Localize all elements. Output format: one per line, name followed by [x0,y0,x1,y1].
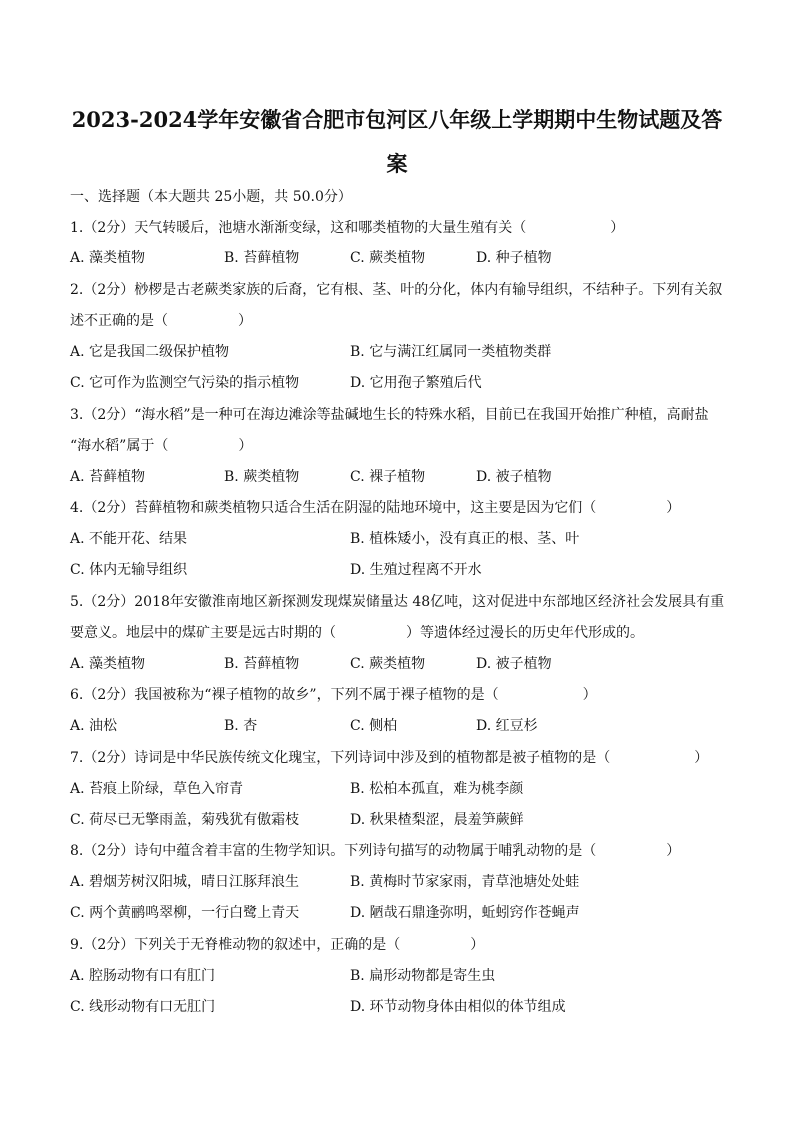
question-stem: 9.（2分）下列关于无脊椎动物的叙述中，正确的是（ ） [70,937,485,953]
section-heading: 一、选择题（本大题共 25小题，共 50.0分） [70,189,352,205]
question-stem-continued: 述不正确的是（ ） [70,313,252,329]
question-stem: 7.（2分）诗词是中华民族传统文化瑰宝，下列诗词中涉及到的植物都是被子植物的是（ ） [70,750,709,766]
option-a: A. 苔痕上阶绿，草色入帘青 [70,781,244,797]
option-d: D. 陋哉石鼎逢弥明，蚯蚓窍作苍蝇声 [350,905,580,921]
option-b: B. 扁形动物都是寄生虫 [350,968,496,984]
option-c: C. 蕨类植物 [350,250,426,266]
document-title-continued: 案 [386,151,408,176]
question-stem: 8.（2分）诗句中蕴含着丰富的生物学知识。下列诗句描写的动物属于哺乳动物的是（ ） [70,843,681,859]
option-b: B. 它与满江红属同一类植物类群 [350,344,552,360]
option-b: B. 苔藓植物 [224,656,300,672]
option-c: C. 蕨类植物 [350,656,426,672]
option-d: D. 被子植物 [476,469,552,485]
document-title: 2023-2024学年安徽省合肥市包河区八年级上学期期中生物试题及答 [71,107,723,132]
question-stem: 4.（2分）苔藓植物和蕨类植物只适合生活在阴湿的陆地环境中，这主要是因为它们（ ） [70,500,681,516]
option-b: B. 植株矮小，没有真正的根、茎、叶 [350,531,580,547]
option-c: C. 裸子植物 [350,469,426,485]
option-d: D. 被子植物 [476,656,552,672]
option-c: C. 两个黄鹂鸣翠柳，一行白鹭上青天 [70,905,300,921]
option-a: A. 不能开花、结果 [70,531,188,547]
option-d: D. 红豆杉 [476,718,538,734]
option-b: B. 苔藓植物 [224,250,300,266]
option-a: A. 腔肠动物有口有肛门 [70,968,216,984]
option-c: C. 侧柏 [350,718,398,734]
option-c: C. 荷尽已无擎雨盖，菊残犹有傲霜枝 [70,812,300,828]
question-stem: 3.（2分）“海水稻”是一种可在海边滩涂等盐碱地生长的特殊水稻，目前已在我国开始推广种植，高耐盐 [70,407,709,423]
option-d: D. 环节动物身体由相似的体节组成 [350,999,566,1015]
option-c: C. 体内无输导组织 [70,562,188,578]
question-stem-continued: 要意义。地层中的煤矿主要是远古时期的（ ）等遗体经过漫长的历史年代形成的。 [70,625,644,641]
option-a: A. 藻类植物 [70,656,146,672]
question-stem: 5.（2分）2018年安徽淮南地区新探测发现煤炭储量达 48亿吨，这对促进中东部地区经济社会发展具有重 [70,594,725,610]
option-a: A. 油松 [70,718,118,734]
question-stem-continued: “海水稻”属于（ ） [70,438,253,454]
option-d: D. 秋果楂梨涩，晨羞笋蕨鲜 [350,812,524,828]
option-d: D. 种子植物 [476,250,552,266]
option-d: D. 生殖过程离不开水 [350,562,482,578]
option-a: A. 苔藓植物 [70,469,146,485]
option-b: B. 蕨类植物 [224,469,300,485]
question-stem: 2.（2分）桫椤是古老蕨类家族的后裔，它有根、茎、叶的分化，体内有输导组织，不结种子。下列有关叙 [70,282,723,298]
option-b: B. 松柏本孤直，难为桃李颜 [350,781,524,797]
question-stem: 1.（2分）天气转暖后，池塘水渐渐变绿，这和哪类植物的大量生殖有关（ ） [70,220,625,236]
option-d: D. 它用孢子繁殖后代 [350,375,482,391]
option-c: C. 它可作为监测空气污染的指示植物 [70,375,300,391]
option-a: A. 碧烟芳树汉阳城，晴日江豚拜浪生 [70,874,300,890]
option-a: A. 藻类植物 [70,250,146,266]
option-a: A. 它是我国二级保护植物 [70,344,230,360]
option-b: B. 杏 [224,718,258,734]
question-stem: 6.（2分）我国被称为“裸子植物的故乡”，下列不属于裸子植物的是（ ） [70,687,597,703]
option-c: C. 线形动物有口无肛门 [70,999,216,1015]
option-b: B. 黄梅时节家家雨，青草池塘处处蛙 [350,874,580,890]
